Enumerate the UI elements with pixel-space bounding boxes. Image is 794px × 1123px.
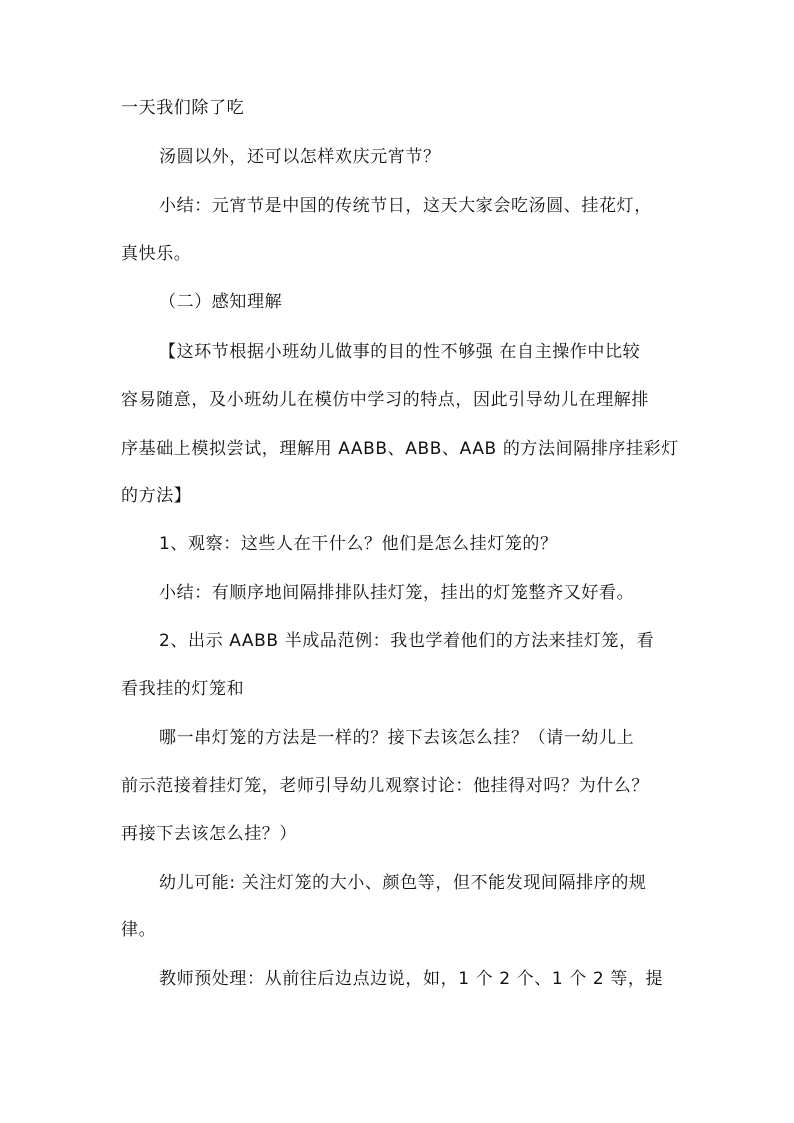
- note-line: 的方法】: [121, 486, 192, 506]
- step-line: 2、出示 AABB 半成品范例：我也学着他们的方法来挂灯笼，看: [159, 631, 655, 651]
- note-line: 【这环节根据小班幼儿做事的目的性不够强 在自主操作中比较: [159, 342, 641, 362]
- text-line: 幼儿可能: 关注灯笼的大小、颜色等，但不能发现间隔排序的规: [159, 873, 647, 893]
- section-heading: （二）感知理解: [159, 292, 283, 312]
- summary-line: 小结：有顺序地间隔排排队挂灯笼，挂出的灯笼整齐又好看。: [159, 583, 635, 603]
- text-line: 汤圆以外，还可以怎样欢庆元宵节？: [159, 147, 441, 167]
- note-line: 序基础上模拟尝试，理解用 AABB、ABB、AAB 的方法间隔排序挂彩灯: [121, 439, 679, 459]
- text-line: 一天我们除了吃: [121, 98, 245, 118]
- text-line: 前示范接着挂灯笼，老师引导幼儿观察讨论：他挂得对吗？为什么？: [121, 776, 649, 796]
- text-line: 教师预处理：从前往后边点边说，如，1 个 2 个、1 个 2 等，提: [159, 969, 664, 989]
- text-line: 再接下去该怎么挂？）: [121, 824, 297, 844]
- text-line: 哪一串灯笼的方法是一样的？接下去该怎么挂？（请一幼儿上: [159, 728, 635, 748]
- summary-line: 小结：元宵节是中国的传统节日，这天大家会吃汤圆、挂花灯，: [159, 196, 652, 216]
- text-line: 真快乐。: [121, 244, 192, 264]
- note-line: 容易随意，及小班幼儿在模仿中学习的特点，因此引导幼儿在理解排: [121, 390, 649, 410]
- step-line: 1、观察：这些人在干什么？他们是怎么挂灯笼的？: [159, 534, 558, 554]
- text-line: 看我挂的灯笼和: [121, 679, 245, 699]
- text-line: 律。: [121, 920, 157, 940]
